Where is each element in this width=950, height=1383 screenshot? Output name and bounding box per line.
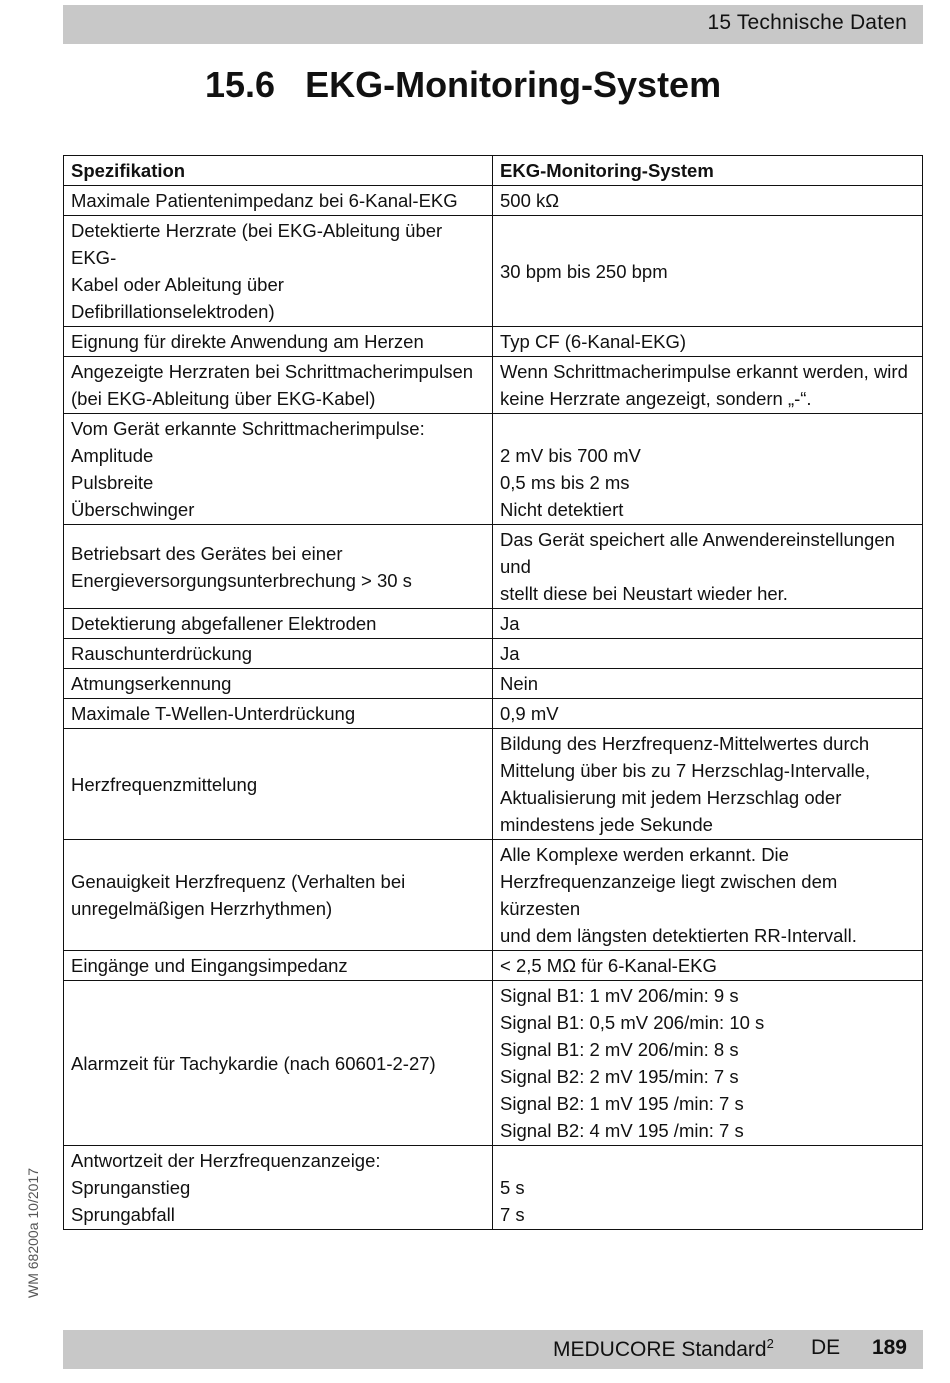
- value-cell-line: stellt diese bei Neustart wieder her.: [500, 583, 788, 604]
- value-cell: [493, 639, 923, 669]
- value-cell-line: [500, 415, 915, 442]
- page-footer: [63, 1330, 923, 1369]
- spec-cell-line: (bei EKG-Ableitung über EKG-Kabel): [71, 388, 376, 409]
- spec-cell-line: Rauschunterdrückung: [71, 643, 252, 664]
- spec-cell-line: Sprungabfall: [71, 1204, 175, 1225]
- value-cell-line: Alle Komplexe werden erkannt. Die: [500, 844, 789, 865]
- value-cell: [493, 669, 923, 699]
- value-cell-line: Aktualisierung mit jedem Herzschlag oder: [500, 787, 842, 808]
- value-cell-line: und dem längsten detektierten RR-Intervall.: [500, 925, 857, 946]
- table-row: [64, 186, 923, 216]
- value-cell-line: 5 s: [500, 1177, 525, 1198]
- table-row: [64, 639, 923, 669]
- table-body: [64, 186, 923, 1230]
- value-cell: [493, 840, 923, 951]
- value-cell: [493, 609, 923, 639]
- value-cell-line: mindestens jede Sekunde: [500, 814, 713, 835]
- spec-cell-line: Amplitude: [71, 445, 154, 466]
- value-cell-line: [500, 1147, 915, 1174]
- value-cell-line: Signal B2: 2 mV 195/min: 7 s: [500, 1066, 739, 1087]
- section-number: 15.6: [205, 64, 276, 105]
- value-cell: [493, 327, 923, 357]
- value-cell-line: Signal B2: 4 mV 195 /min: 7 s: [500, 1120, 744, 1141]
- table-row: [64, 840, 923, 951]
- value-cell-line: Signal B2: 1 mV 195 /min: 7 s: [500, 1093, 744, 1114]
- value-cell-line: 2 mV bis 700 mV: [500, 445, 641, 466]
- table-row: [64, 951, 923, 981]
- spec-cell: [64, 357, 493, 414]
- spec-cell-line: Sprunganstieg: [71, 1177, 191, 1198]
- spec-cell: [64, 729, 493, 840]
- product-name: [553, 1336, 774, 1362]
- page-number: 189: [871, 1336, 907, 1359]
- section-title: EKG-Monitoring-System: [305, 64, 722, 105]
- document-code: WM 68200a 10/2017: [25, 1168, 41, 1298]
- value-cell-line: < 2,5 MΩ für 6-Kanal-EKG: [500, 955, 717, 976]
- spec-cell-line: Detektierung abgefallener Elektroden: [71, 613, 377, 634]
- page-header: [63, 5, 923, 44]
- spec-cell: [64, 1146, 493, 1230]
- spec-cell: [64, 981, 493, 1146]
- table-row: [64, 357, 923, 414]
- spec-cell: [64, 525, 493, 609]
- spec-cell-line: Vom Gerät erkannte Schrittmacherimpulse:: [71, 418, 425, 439]
- value-cell-line: Mittelung über bis zu 7 Herzschlag-Intervalle,: [500, 760, 871, 781]
- value-cell-line: 7 s: [500, 1204, 525, 1225]
- value-cell: [493, 951, 923, 981]
- column-header-value: EKG-Monitoring-System: [493, 156, 923, 186]
- spec-cell: [64, 609, 493, 639]
- spec-cell: [64, 639, 493, 669]
- value-cell: [493, 216, 923, 327]
- value-cell: [493, 981, 923, 1146]
- table-header-row: [64, 156, 923, 186]
- spec-cell: [64, 699, 493, 729]
- product-name-text: MEDUCORE Standard: [553, 1338, 767, 1361]
- value-cell: [493, 414, 923, 525]
- value-cell-line: 500 kΩ: [500, 190, 560, 211]
- spec-cell-line: Detektierte Herzrate (bei EKG-Ableitung über EKG-: [71, 220, 443, 268]
- spec-cell-line: unregelmäßigen Herzrhythmen): [71, 898, 333, 919]
- spec-cell-line: Energieversorgungsunterbrechung > 30 s: [71, 569, 412, 591]
- value-cell: [493, 729, 923, 840]
- value-cell-line: Signal B1: 0,5 mV 206/min: 10 s: [500, 1012, 765, 1033]
- value-cell-line: Typ CF (6-Kanal-EKG): [500, 331, 687, 352]
- spec-cell: [64, 327, 493, 357]
- value-cell: [493, 186, 923, 216]
- spec-cell: [64, 669, 493, 699]
- section-heading: [205, 64, 721, 106]
- spec-cell-line: Antwortzeit der Herzfrequenzanzeige:: [71, 1150, 381, 1171]
- value-cell-line: Wenn Schrittmacherimpulse erkannt werden, wird: [500, 361, 908, 382]
- spec-cell-line: Atmungserkennung: [71, 673, 232, 694]
- table-row: [64, 669, 923, 699]
- spec-cell-line: Alarmzeit für Tachykardie (nach 60601-2-27): [71, 1052, 436, 1074]
- value-cell-line: 0,5 ms bis 2 ms: [500, 472, 630, 493]
- spec-cell-line: Eingänge und Eingangsimpedanz: [71, 955, 348, 976]
- value-cell-line: keine Herzrate angezeigt, sondern „-“.: [500, 388, 812, 409]
- table-row: [64, 699, 923, 729]
- value-cell-line: Ja: [500, 613, 520, 634]
- spec-cell-line: Maximale T-Wellen-Unterdrückung: [71, 703, 356, 724]
- spec-cell: [64, 414, 493, 525]
- chapter-title: 15 Technische Daten: [707, 11, 907, 34]
- table-row: [64, 327, 923, 357]
- spec-cell-line: Überschwinger: [71, 499, 195, 520]
- table-row: [64, 981, 923, 1146]
- value-cell-line: Herzfrequenzanzeige liegt zwischen dem kürzesten: [500, 871, 838, 919]
- spec-cell-line: Pulsbreite: [71, 472, 154, 493]
- table-row: [64, 609, 923, 639]
- spec-cell: [64, 840, 493, 951]
- spec-cell: [64, 216, 493, 327]
- specification-table: [63, 155, 923, 1230]
- value-cell-line: Signal B1: 2 mV 206/min: 8 s: [500, 1039, 739, 1060]
- table-row: [64, 1146, 923, 1230]
- value-cell-line: Signal B1: 1 mV 206/min: 9 s: [500, 985, 739, 1006]
- spec-cell-line: Genauigkeit Herzfrequenz (Verhalten bei: [71, 871, 406, 892]
- value-cell: [493, 525, 923, 609]
- column-header-spec: Spezifikation: [64, 156, 493, 186]
- spec-cell-line: Angezeigte Herzraten bei Schrittmacherimpulsen: [71, 361, 474, 382]
- spec-cell-line: Herzfrequenzmittelung: [71, 773, 258, 795]
- value-cell-line: Das Gerät speichert alle Anwendereinstellungen und: [500, 529, 895, 577]
- table-row: [64, 525, 923, 609]
- spec-cell: [64, 951, 493, 981]
- value-cell-line: 0,9 mV: [500, 703, 559, 724]
- spec-cell-line: Kabel oder Ableitung über Defibrillationselektroden): [71, 274, 284, 322]
- value-cell-line: Bildung des Herzfrequenz-Mittelwertes durch: [500, 733, 870, 754]
- table-row: [64, 216, 923, 327]
- value-cell-line: Nein: [500, 673, 539, 694]
- table-row: [64, 729, 923, 840]
- value-cell: [493, 357, 923, 414]
- spec-cell-line: Maximale Patientenimpedanz bei 6-Kanal-EKG: [71, 190, 458, 211]
- value-cell-line: 30 bpm bis 250 bpm: [500, 260, 668, 282]
- spec-cell-line: Eignung für direkte Anwendung am Herzen: [71, 331, 424, 352]
- product-superscript: 2: [766, 1336, 774, 1351]
- value-cell-line: Ja: [500, 643, 520, 664]
- spec-cell: [64, 186, 493, 216]
- value-cell: [493, 1146, 923, 1230]
- value-cell-line: Nicht detektiert: [500, 499, 624, 520]
- spec-cell-line: Betriebsart des Gerätes bei einer: [71, 542, 343, 564]
- language-code: DE: [811, 1336, 841, 1359]
- table-row: [64, 414, 923, 525]
- value-cell: [493, 699, 923, 729]
